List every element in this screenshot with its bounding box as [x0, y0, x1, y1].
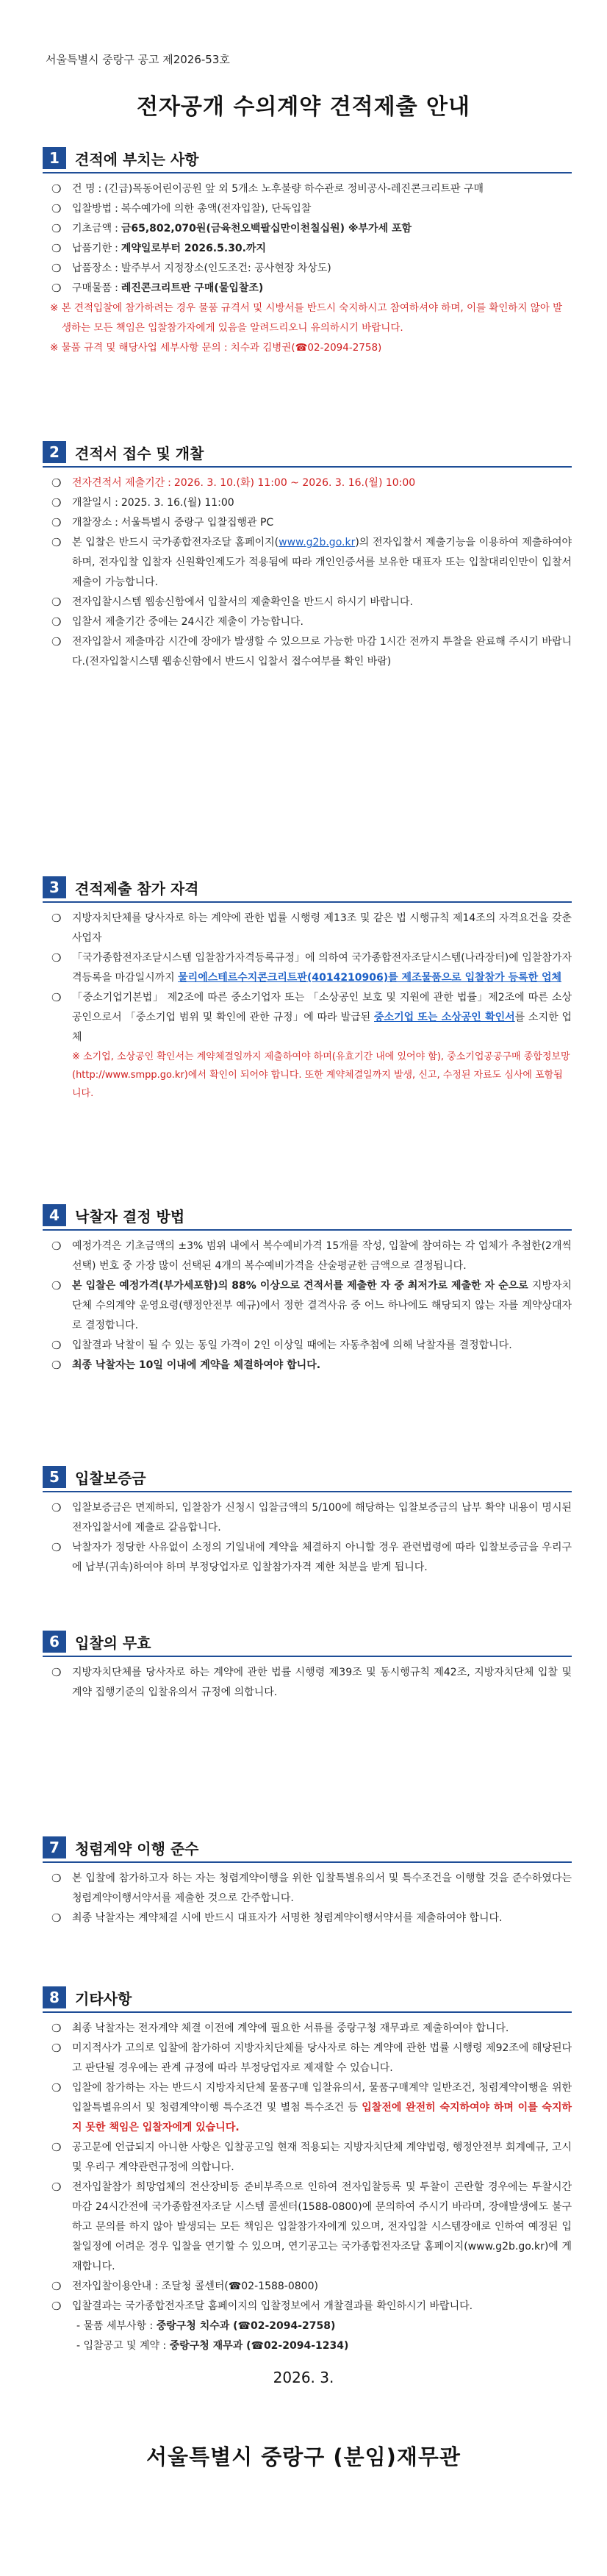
section-6: [43, 1629, 572, 1703]
item-highlight: 중소기업 또는 소상공인 확인서: [374, 1012, 515, 1023]
item-text: 본 입찰은 반드시 국가종합전자조달 홈페이지(: [72, 537, 279, 548]
item-text: 입찰에 참가하는 자는 반드시 지방자치단체 물품구매 입찰유의서, 물품구매계약 일반조건, 청렴계약이행을 위한 입찰특별유의서 및 청렴계약이행 특수조건 및 별첨 특수조건 등: [72, 2082, 572, 2114]
section-number: 2: [43, 441, 66, 463]
item-value: 서울특별시 중랑구 입찰집행관 PC: [121, 517, 274, 529]
page-title: 전자공개 수의계약 견적제출 안내: [136, 94, 471, 120]
item-text: 입찰보증금은 면제하되, 입찰참가 신청시 입찰금액의 5/100에 해당하는 입찰보증금의 납부 확약 내용이 명시된 전자입찰서에 제출로 갈음합니다.: [72, 1502, 572, 1534]
notice-date: 2026. 3.: [273, 2369, 334, 2386]
section-2-header: [43, 440, 572, 468]
item-value: 2026. 3. 10.(화) 11:00 ~ 2026. 3. 16.(월) 10:00: [173, 477, 416, 489]
section-title: 견적에 부치는 사항: [75, 151, 199, 168]
item-text: 전자입찰시스템 웹송신함에서 입찰서의 제출확인을 반드시 하시기 바랍니다.: [72, 596, 413, 608]
list-item: [50, 2277, 572, 2297]
section-title: 견적서 접수 및 개찰: [75, 445, 204, 462]
item-text: 입찰결과 낙찰이 될 수 있는 동일 가격이 2인 이상일 때에는 자동추첨에 의해 낙찰자를 결정합니다.: [72, 1339, 512, 1351]
item-value: (긴급)목동어린이공원 앞 외 5개소 노후불량 하수관로 정비공사-레진콘크리트판 구매: [104, 183, 484, 195]
contact-value: 중랑구청 재무과 (☎02-2094-1234): [169, 2340, 349, 2352]
item-value: 발주부서 지정장소(인도조건: 공사현장 차상도): [121, 262, 331, 274]
list-item: [50, 2178, 572, 2277]
bullet-icon: ❍: [51, 262, 62, 275]
list-item: [50, 1498, 572, 1538]
bullet-icon: ❍: [51, 1872, 62, 1885]
item-text: 최종 낙찰자는 계약체결 시에 반드시 대표자가 서명한 청렴계약이행서약서를 제출하여야 합니다.: [72, 1912, 503, 1924]
section-5-header: [43, 1464, 572, 1492]
section-number: 8: [43, 1986, 66, 2008]
item-text: 「국가종합전자조달시스템 입찰참가자격등록규정」에 의하여 국가종합전자조달시스템(나라장터)에 입찰참가자격등록을 마감일시까지: [72, 952, 572, 984]
item-text: 지방자치단체를 당사자로 하는 계약에 관한 법률 시행령 제13조 및 같은 법 시행규칙 제14조의 자격요건을 갖춘 사업자: [72, 912, 572, 944]
section-divider: [43, 172, 572, 173]
contact-line: [43, 2316, 572, 2336]
section-2: [43, 440, 572, 672]
contact-label: - 물품 세부사항 :: [76, 2320, 157, 2332]
issuer-org: 서울특별시 중랑구 (분임)재무관: [146, 2444, 461, 2469]
item-label: 기초금액: [72, 223, 112, 235]
g2b-link[interactable]: www.g2b.go.kr: [279, 537, 356, 548]
item-text: 지방자치단체를 당사자로 하는 계약에 관한 법률 시행령 제39조 및 동시행규칙 제42조, 지방자치단체 입찰 및 계약 집행기준의 입찰유의서 규정에 의합니다.: [72, 1667, 572, 1698]
list-item: [50, 632, 572, 672]
section-number: 4: [43, 1204, 66, 1226]
item-value: 2025. 3. 16.(월) 11:00: [121, 497, 234, 509]
item-value: 금65,802,070원(금육천오백팔십만이천칠십원) ※부가세 포함: [121, 223, 412, 235]
bullet-icon: ❍: [51, 2042, 62, 2055]
section-8: [43, 1985, 572, 2356]
caution-note: ※ 본 견적입찰에 참가하려는 경우 물품 규격서 및 시방서를 반드시 숙지하시고 참여하셔야 하며, 이를 확인하지 않아 발생하는 모든 책임은 입찰참가자에게 있음을 알려드리오니 유의하시기 바랍니다.: [50, 302, 563, 334]
section-3: [43, 875, 572, 1103]
item-text: 미지적사가 고의로 입찰에 참가하여 지방자치단체를 당사자로 하는 계약에 관한 법률 시행령 제92조에 해당된다고 판단될 경우에는 관계 규정에 따라 부정당업자로 제재할 수 있습니다.: [72, 2042, 572, 2074]
certificate-note: ※ 소기업, 소상공인 확인서는 계약체결일까지 제출하여야 하며(유효기간 내에 있어야 함), 중소기업공공구매 종합정보망(http://www.smpp.go.kr)에서 확인이 되어야 합니다. 또한 계약체결일까지 발생, 신고, 수정된 자료도 심사에 포함됩니다.: [72, 1051, 570, 1099]
section-divider: [43, 901, 572, 903]
section-title: 견적제출 참가 자격: [75, 880, 199, 898]
bullet-icon: ❍: [51, 635, 62, 648]
item-text: 최종 낙찰자는 10일 이내에 계약을 체결하여야 합니다.: [72, 1359, 321, 1371]
bullet-icon: ❍: [51, 2141, 62, 2154]
section-number: 6: [43, 1631, 66, 1653]
section-divider: [43, 1229, 572, 1231]
bullet-icon: ❍: [51, 1339, 62, 1352]
bullet-icon: ❍: [51, 2022, 62, 2035]
item-text: 전자입찰이용안내 : 조달청 콜센터(☎02-1588-0800): [72, 2280, 318, 2292]
section-3-header: [43, 875, 572, 903]
bullet-icon: ❍: [51, 595, 62, 609]
item-label: 납품장소: [72, 262, 112, 274]
bullet-icon: ❍: [51, 1541, 62, 1554]
item-label: 개찰일시: [72, 497, 112, 509]
bullet-icon: ❍: [51, 1501, 62, 1514]
item-highlight: 물리에스테르수지콘크리트판(4014210906)를 제조물품으로 입찰참가 등록한 업체: [178, 972, 562, 984]
section-4-header: [43, 1203, 572, 1231]
item-text: 낙찰자가 정당한 사유없이 소정의 기일내에 계약을 체결하지 아니할 경우 관련법령에 따라 입찰보증금을 우리구에 납부(귀속)하여야 하며 부정당업자로 입찰참가자격 제한 처분을 받게 됩니다.: [72, 1542, 572, 1573]
list-item: ❍ 개찰장소 : 서울특별시 중랑구 입찰집행관 PC: [50, 513, 572, 533]
bullet-icon: ❍: [51, 496, 62, 509]
item-text: 전자입찰참가 희망업체의 전산장비등 준비부족으로 인하여 전자입찰등록 및 투찰이 곤란할 경우에는 투찰시간 마감 24시간전에 국가종합전자조달 시스템 콜센터(1588-0800)에 문의하여 주시기 바라며, 장애발생에도 불구하고 문의를 하지 않아 발생되는 모든 책임은 입찰참가자에게 있으며, 전자입찰 시스템장애로 인하여 예정된 입찰일정에 어려운 경우 입찰을 연기할 수 있으며, 연기공고는 국가종합전자조달 홈페이지(www.g2b.go.kr)에 게재합니다.: [72, 2181, 572, 2272]
item-text: 입찰서 제출기간 중에는 24시간 제출이 가능합니다.: [72, 616, 304, 628]
bullet-icon: ❍: [51, 202, 62, 215]
section-1: [43, 146, 572, 358]
bullet-icon: ❍: [51, 2300, 62, 2313]
section-7-header: [43, 1835, 572, 1863]
section-4: [43, 1203, 572, 1375]
section-7: [43, 1835, 572, 1928]
bullet-icon: ❍: [51, 516, 62, 529]
item-text: 를 소지한 업체: [72, 1012, 572, 1043]
bullet-icon: ❍: [51, 536, 62, 549]
bullet-icon: ❍: [51, 1666, 62, 1679]
section-divider: [43, 1491, 572, 1492]
contact-value: 중랑구청 치수과 (☎02-2094-2758): [156, 2320, 336, 2332]
notice-number: 서울특별시 중랑구 공고 제2026-53호: [46, 53, 230, 66]
item-label: 개찰장소: [72, 517, 112, 529]
section-number: 7: [43, 1836, 66, 1858]
section-number: 5: [43, 1466, 66, 1488]
section-title: 입찰보증금: [75, 1470, 146, 1487]
section-divider: [43, 1861, 572, 1863]
list-item: [50, 2078, 572, 2138]
list-item: ❍ 입찰방법 : 복수예가에 의한 총액(전자입찰), 단독입찰: [50, 199, 572, 219]
section-5: [43, 1464, 572, 1578]
section-divider: [43, 466, 572, 468]
item-label: 납품기한: [72, 243, 112, 254]
bullet-icon: ❍: [51, 1279, 62, 1292]
item-text: )의 전자입찰서 제출기능을 이용하여 제출하여야 하며, 전자입찰 입찰자 신원확인제도가 적용됨에 따라 개인인증서를 보유한 대표자 또는 입찰대리인만이 입찰서 제출이 가능합니다.: [72, 537, 572, 588]
bullet-icon: ❍: [51, 615, 62, 629]
item-value: 레진콘크리트판 구매(물입찰조): [121, 282, 264, 294]
bullet-icon: ❍: [51, 282, 62, 295]
section-divider: [43, 1656, 572, 1657]
bullet-icon: ❍: [51, 2280, 62, 2293]
list-item: [50, 533, 572, 593]
list-item: [50, 2019, 572, 2039]
bullet-icon: ❍: [51, 951, 62, 965]
section-8-header: [43, 1985, 572, 2013]
item-text: 지방자치단체 수의계약 운영요령(행정안전부 예규)에서 정한 결격사유 중 어느 하나에도 해당되지 않는 자를 계약상대자로 결정합니다.: [72, 1280, 572, 1331]
inquiry-note: ※ 물품 규격 및 해당사업 세부사항 문의 : 치수과 김병권(☎02-2094-2758): [50, 342, 382, 354]
list-item: ❍ 납품기한 : 계약일로부터 2026.5.30.까지: [50, 239, 572, 259]
list-item: [50, 1869, 572, 1908]
list-item: ❍ 기초금액 : 금65,802,070원(금육천오백팔십만이천칠십원) ※부가세 포함: [50, 219, 572, 239]
list-item: [50, 909, 572, 948]
list-item: ❍ 건 명 : (긴급)목동어린이공원 앞 외 5개소 노후불량 하수관로 정비공사-레진콘크리트판 구매: [50, 179, 572, 199]
item-text: 최종 낙찰자는 전자계약 체결 이전에 계약에 필요한 서류를 중랑구청 재무과로 제출하여야 합니다.: [72, 2022, 509, 2034]
list-item: [50, 1663, 572, 1703]
list-item: [50, 988, 572, 1048]
item-text: 본 입찰에 참가하고자 하는 자는 청렴계약이행을 위한 입찰특별유의서 및 특수조건을 이행할 것을 준수하였다는 청렴계약이행서약서를 제출한 것으로 간주합니다.: [72, 1872, 572, 1904]
item-label: 건 명: [72, 183, 96, 195]
list-item: [50, 2039, 572, 2078]
list-item: [50, 1538, 572, 1578]
list-item: ❍ 개찰일시 : 2025. 3. 16.(월) 11:00: [50, 493, 572, 513]
section-number: 3: [43, 876, 66, 898]
bullet-icon: ❍: [51, 1359, 62, 1372]
item-text: 입찰결과는 국가종합전자조달 홈페이지의 입찰정보에서 개찰결과를 확인하시기 바랍니다.: [72, 2300, 473, 2312]
bullet-icon: ❍: [51, 1239, 62, 1253]
list-item: [50, 593, 572, 612]
list-item: ❍ 전자견적서 제출기간 : 2026. 3. 10.(화) 11:00 ~ 2026. 3. 16.(월) 10:00: [50, 473, 572, 493]
item-text: 공고문에 언급되지 아니한 사항은 입찰공고일 현재 적용되는 지방자치단체 계약법령, 행정안전부 회계예규, 고시 및 우리구 계약관련규정에 의합니다.: [72, 2142, 572, 2173]
contact-line: [43, 2336, 572, 2356]
section-6-header: [43, 1629, 572, 1657]
section-divider: [43, 2011, 572, 2013]
bullet-icon: ❍: [51, 2180, 62, 2194]
contact-label: - 입찰공고 및 계약 :: [76, 2340, 170, 2352]
list-item: ❍ 구매물품 : 레진콘크리트판 구매(물입찰조): [50, 279, 572, 298]
list-item: [50, 948, 572, 988]
list-item: [50, 2138, 572, 2178]
item-text: 전자입찰서 제출마감 시간에 장애가 발생할 수 있으므로 가능한 마감 1시간 전까지 투찰을 완료해 주시기 바랍니다.(전자입찰시스템 웹송신함에서 반드시 입찰서 접수여부를 확인 바람): [72, 636, 572, 668]
section-title: 청렴계약 이행 준수: [75, 1840, 199, 1858]
bullet-icon: ❍: [51, 1911, 62, 1925]
item-label: 입찰방법: [72, 203, 112, 215]
item-text: 본 입찰은 예정가격(부가세포함)의 88% 이상으로 견적서를 제출한 자 중 최저가로 제출한 자 순으로: [72, 1280, 532, 1292]
section-title: 입찰의 무효: [75, 1634, 151, 1652]
list-item: [50, 1356, 572, 1375]
item-highlight: 입찰전에 완전히 숙지하여야 하며 이를 숙지하지 못한 책임은 입찰자에게 있습니다.: [72, 2102, 572, 2133]
section-title: 기타사항: [75, 1990, 132, 2008]
bullet-icon: ❍: [51, 991, 62, 1004]
item-value: 계약일로부터 2026.5.30.까지: [121, 243, 267, 254]
list-item: [50, 612, 572, 632]
section-1-header: [43, 146, 572, 173]
bullet-icon: ❍: [51, 242, 62, 255]
item-value: 복수예가에 의한 총액(전자입찰), 단독입찰: [121, 203, 312, 215]
bullet-icon: ❍: [51, 182, 62, 196]
section-number: 1: [43, 147, 66, 169]
list-item: [50, 1276, 572, 1336]
list-item: [50, 2297, 572, 2316]
list-item: [50, 1237, 572, 1276]
bullet-icon: ❍: [51, 912, 62, 925]
bullet-icon: ❍: [51, 222, 62, 235]
section-title: 낙찰자 결정 방법: [75, 1208, 185, 1226]
item-text: 예정가격은 기초금액의 ±3% 범위 내에서 복수예비가격 15개를 작성, 입찰에 참여하는 각 업체가 추첨한(2개씩 선택) 번호 중 가장 많이 선택된 4개의 복수예비가격을 산술평균한 금액으로 결정됩니다.: [72, 1240, 572, 1272]
bullet-icon: ❍: [51, 476, 62, 490]
item-label: 구매물품: [72, 282, 112, 294]
bullet-icon: ❍: [51, 2081, 62, 2094]
list-item: ❍ 납품장소 : 발주부서 지정장소(인도조건: 공사현장 차상도): [50, 259, 572, 279]
item-label: 전자견적서 제출기간: [72, 477, 165, 489]
list-item: [50, 1908, 572, 1928]
list-item: [50, 1336, 572, 1356]
item-text: 「중소기업기본법」 제2조에 따른 중소기업자 또는 「소상공인 보호 및 지원에 관한 법률」제2조에 따른 소상공인으로서 「중소기업 범위 및 확인에 관한 규정」에 따라 발급된: [72, 992, 572, 1023]
